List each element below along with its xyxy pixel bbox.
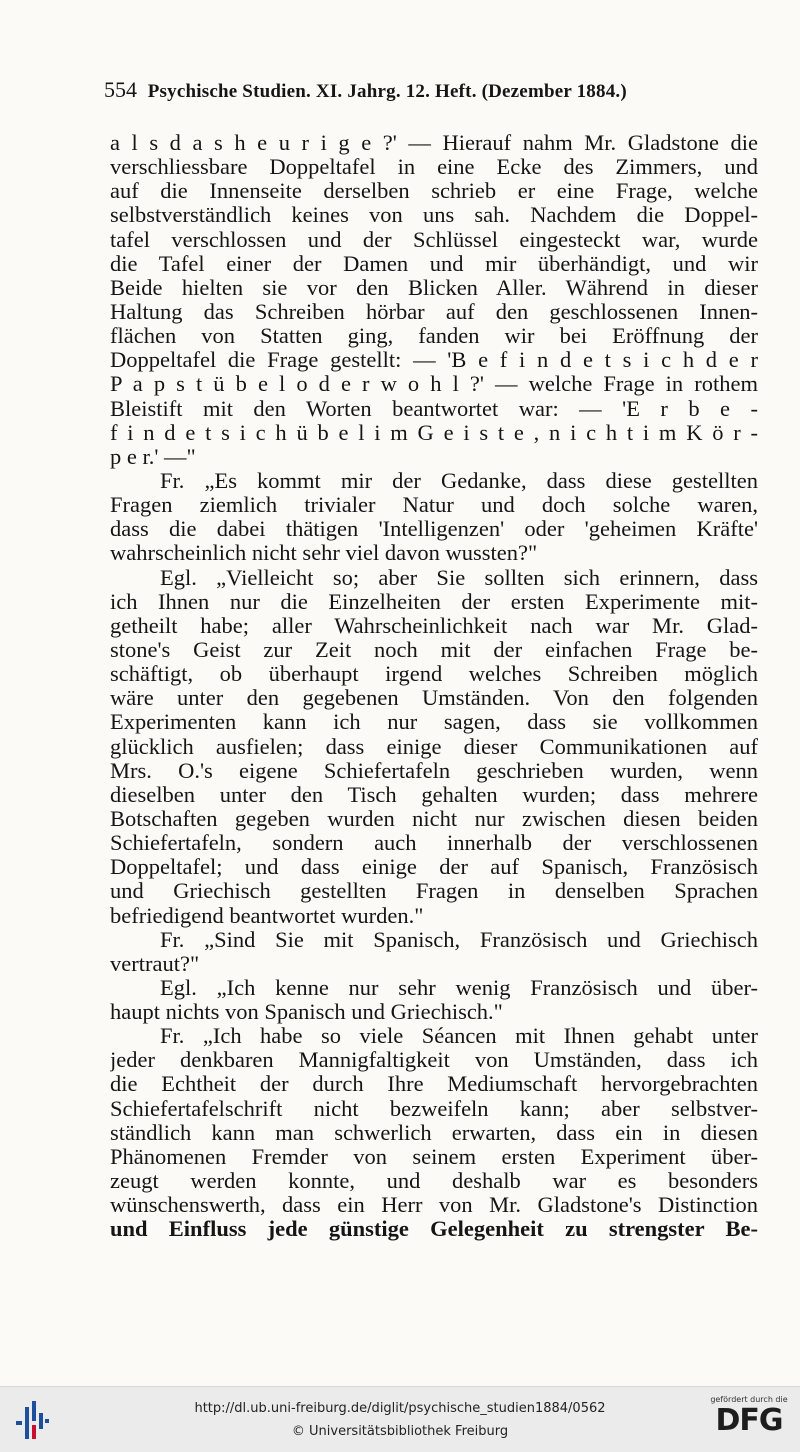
text-line: Mrs. O.'s eigene Schiefertafeln geschrieben wurden, wenn	[110, 758, 758, 783]
text-line: getheilt habe; aller Wahrscheinlichkeit nach war Mr. Glad-	[110, 613, 758, 638]
text-line: Phänomenen Fremder von seinem ersten Experiment über-	[110, 1144, 758, 1169]
text-line: Experimenten kann ich nur sagen, dass sie vollkommen	[110, 710, 758, 735]
text-line: f i n d e t s i c h ü b e l i m G e i s t e , n i c h t i m K ö r -	[110, 420, 758, 445]
text-line: jeder denkbaren Mannigfaltigkeit von Umständen, dass ich	[110, 1048, 758, 1073]
text-line: dieselben unter den Tisch gehalten wurden; dass mehrere	[110, 782, 758, 807]
text-line: wünschenswerth, dass ein Herr von Mr. Gladstone's Distinction	[110, 1193, 758, 1218]
text-line: Fr. „Es kommt mir der Gedanke, dass diese gestellten	[160, 468, 758, 493]
text-line: Doppeltafel; und dass einige der auf Spanisch, Französisch	[110, 855, 758, 880]
text-line: Schiefertafeln, sondern auch innerhalb der verschlossenen	[110, 831, 758, 856]
text-line: ständlich kann man schwerlich erwarten, dass ein in diesen	[110, 1120, 758, 1145]
text-line: verschliessbare Doppeltafel in eine Ecke des Zimmers, und	[110, 155, 758, 180]
text-line: wahrscheinlich nicht sehr viel davon wussten?"	[110, 541, 538, 566]
text-line: zeugt werden konnte, und deshalb war es besonders	[110, 1169, 758, 1194]
text-line: haupt nichts von Spanisch und Griechisch."	[110, 1000, 503, 1025]
text-line: Botschaften gegeben wurden nicht nur zwischen diesen beiden	[110, 806, 758, 831]
text-line: Egl. „Vielleicht so; aber Sie sollten sich erinnern, dass	[160, 565, 758, 590]
dfg-wordmark: DFG	[715, 1403, 783, 1438]
text-line: Beide hielten sie vor den Blicken Aller. Während in dieser	[110, 275, 758, 300]
copyright-notice: © Universitätsbibliothek Freiburg	[291, 1424, 509, 1439]
source-url-link[interactable]: http://dl.ub.uni-freiburg.de/diglit/psychische_studien1884/0562	[194, 1401, 606, 1416]
text-line: Egl. „Ich kenne nur sehr wenig Französisch und über-	[160, 975, 758, 1000]
text-line: Fr. „Sind Sie mit Spanisch, Französisch und Griechisch	[160, 927, 758, 952]
text-line: die Tafel einer der Damen und mir überhändigt, und wir	[110, 251, 758, 276]
text-line: befriedigend beantwortet wurden."	[110, 903, 424, 928]
text-line: flächen von Statten ging, fanden wir bei Eröffnung der	[110, 324, 758, 349]
body-text	[110, 131, 758, 1241]
text-line: tafel verschlossen und der Schlüssel eingesteckt war, wurde	[110, 227, 758, 252]
text-line: selbstverständlich keines von uns sah. Nachdem die Doppel-	[110, 203, 758, 228]
text-line: schäftigt, ob überhaupt irgend welches Schreiben möglich	[110, 662, 758, 687]
text-line: und Griechisch gestellten Fragen in denselben Sprachen	[110, 879, 758, 904]
viewer-footer	[0, 1386, 800, 1452]
text-line: und Einfluss jede günstige Gelegenheit zu strengster Be-	[110, 1217, 758, 1242]
text-line: p e r.' —"	[110, 444, 196, 469]
text-line: glücklich ausfielen; dass einige dieser Communikationen auf	[110, 734, 758, 759]
text-line: Fragen ziemlich trivialer Natur und doch solche waren,	[110, 493, 758, 518]
text-line: Bleistift mit den Worten beantwortet war: — 'E r b e -	[110, 396, 758, 421]
text-line: dass die dabei thätigen 'Intelligenzen' oder 'geheimen Kräfte'	[110, 517, 758, 542]
text-line: wäre unter den gegebenen Umständen. Von den folgenden	[110, 686, 758, 711]
text-line: ich Ihnen nur die Einzelheiten der ersten Experimente mit-	[110, 589, 758, 614]
dfg-caption: gefördert durch die	[710, 1395, 788, 1404]
text-line: stone's Geist zur Zeit noch mit der einfachen Frage be-	[110, 637, 758, 662]
text-line: Doppeltafel die Frage gestellt: — 'B e f i n d e t s i c h d e r	[110, 348, 758, 373]
text-line: die Echtheit der durch Ihre Mediumschaft hervorgebrachten	[110, 1072, 758, 1097]
running-header	[104, 77, 744, 103]
dfg-logo	[704, 1395, 794, 1447]
journal-title: Psychische Studien. XI. Jahrg. 12. Heft. (Dezember 1884.)	[147, 81, 627, 102]
page-number: 554	[104, 77, 137, 102]
text-line: Fr. „Ich habe so viele Séancen mit Ihnen gehabt unter	[160, 1024, 758, 1049]
text-line: P a p s t ü b e l o d e r w o h l ?' — welche Frage in rothem	[110, 372, 758, 397]
text-line: auf die Innenseite derselben schrieb er eine Frage, welche	[110, 179, 758, 204]
text-line: a l s d a s h e u r i g e ?' — Hierauf nahm Mr. Gladstone die	[110, 131, 758, 155]
text-line: vertraut?"	[110, 951, 200, 976]
text-line: Haltung das Schreiben hörbar auf den geschlossenen Innen-	[110, 299, 758, 324]
text-line: Schiefertafelschrift nicht bezweifeln kann; aber selbstver-	[110, 1096, 758, 1121]
